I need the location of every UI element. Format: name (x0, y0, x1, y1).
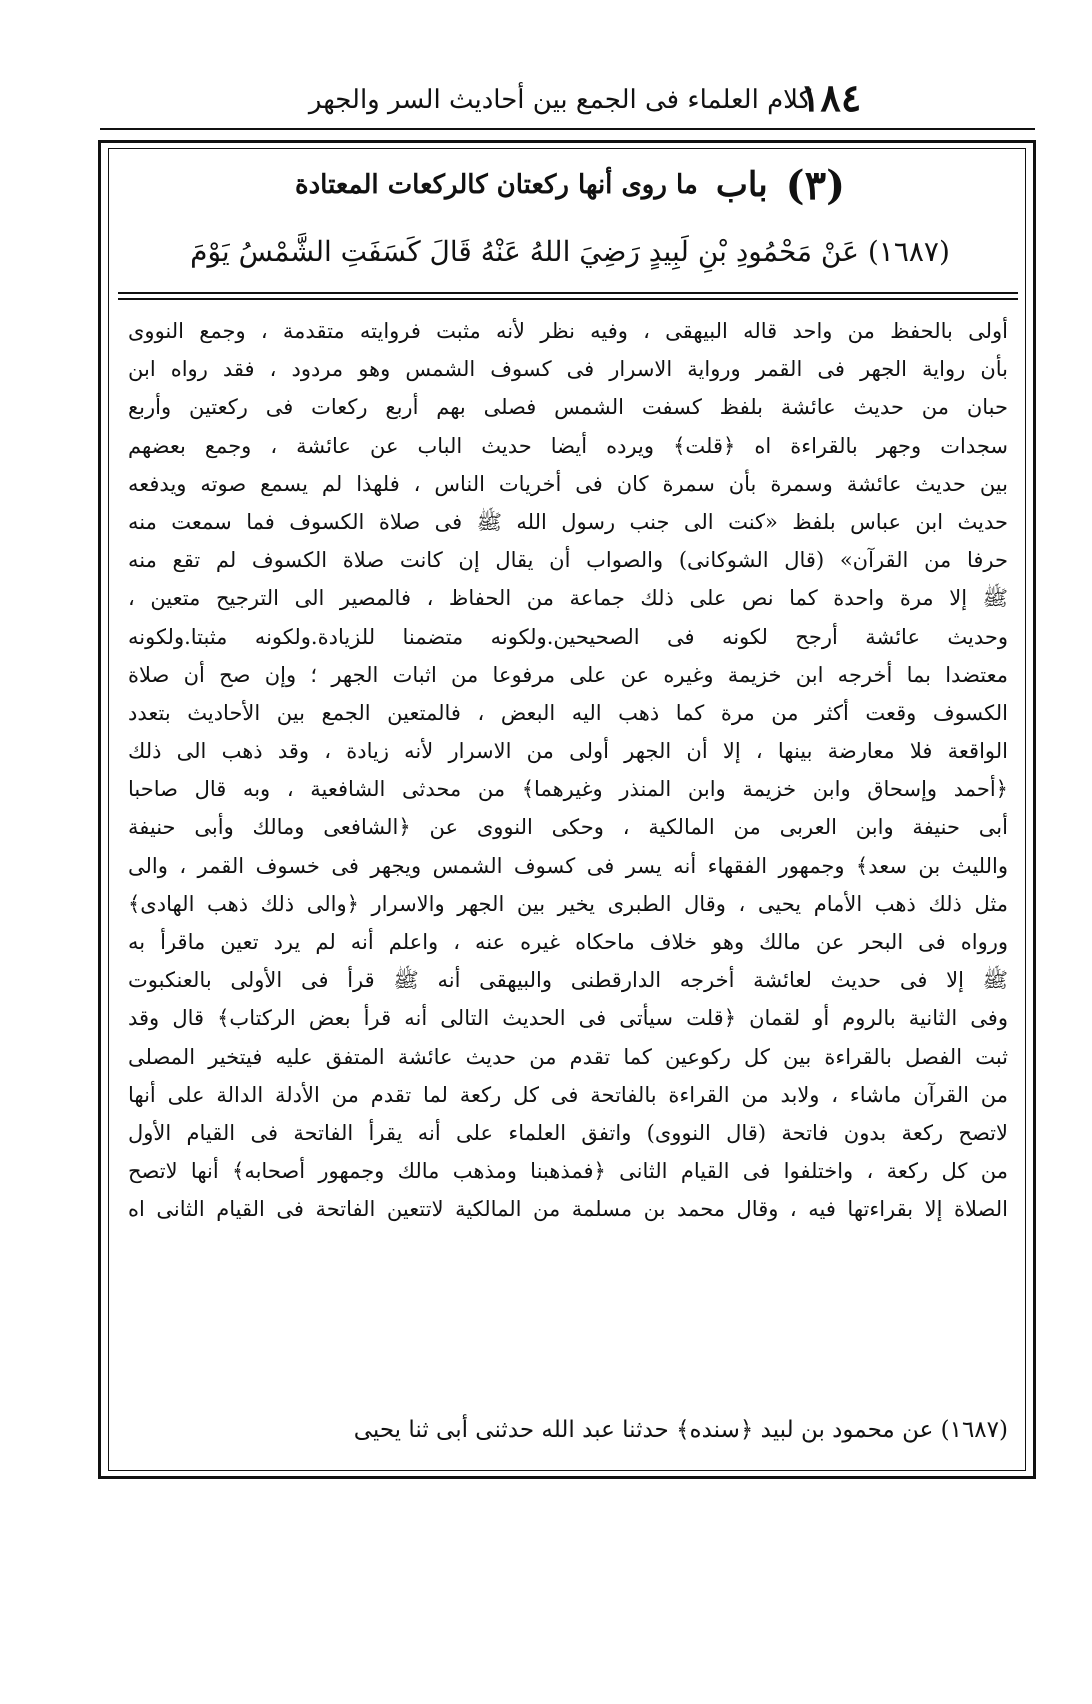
commentary-line: من القرآن ماشاء ، ولابد من القراءة بالفاتحة فى كل ركعة لما تقدم من الأدلة الدالة على أنها (128, 1082, 1008, 1107)
commentary-line: مثل ذلك ذهب الأمام يحيى ، وقال الطبرى يخير بين الجهر والاسرار ﴿والى ذلك ذهب الهادى﴾ (128, 891, 1008, 916)
commentary-line: ورواه فى البحر عن مالك وهو خلاف ماحكاه غيره عنه ، واعلم أنه لم يرد تعين ماقرأ به (128, 930, 1008, 954)
commentary-line: الصلاة إلا بقراءتها فيه ، وقال محمد بن مسلمة من المالكية لاتتعين الفاتحة فى القيام الثانى اه (128, 1197, 1008, 1222)
section-rule-bottom (118, 298, 1018, 300)
hadith-opening-line: (١٦٨٧) عَنْ مَحْمُودِ بْنِ لَبِيدٍ رَضِيَ اللهُ عَنْهُ قَالَ كَسَفَتِ الشَّمْسُ يَوْمَ (190, 235, 950, 268)
page-number: ١٨٤ (800, 75, 862, 120)
section-rule-top (118, 292, 1018, 294)
footnote-isnad: (١٦٨٧) عن محمود بن لبيد ﴿سنده﴾ حدثنا عبد الله حدثنى أبى ثنا يحيى (353, 1417, 1008, 1443)
commentary-line: ثبت الفصل بالقراءة بين كل ركوعين كما تقدم من حديث عائشة المتفق عليه فيتخير المصلى (128, 1044, 1008, 1069)
commentary-line: أبى حنيفة وابن العربى من المالكية ، وحكى النووى عن ﴿الشافعى ومالك وأبى حنيفة (128, 815, 1008, 840)
commentary-line: وحديث عائشة أرجح لكونه فى الصحيحين.ولكونه متضمنا للزيادة.ولكونه مثبتا.ولكونه (128, 624, 1008, 649)
commentary-line: وفى الثانية بالروم أو لقمان ﴿قلت سيأتى فى الحديث التالى أنه قرأ بعض الركتاب﴾ قال وقد (128, 1006, 1008, 1031)
commentary-line: حديث ابن عباس بلفظ «كنت الى جنب رسول الله ﷺ فى صلاة الكسوف فما سمعت منه (128, 509, 1008, 534)
commentary-line: معتضدا بما أخرجه ابن خزيمة وغيره عن على مرفوعا من اثبات الجهر ؛ وإن صح أن صلاة (128, 662, 1008, 687)
commentary-line: بأن رواية الجهر فى القمر ورواية الاسرار فى كسوف الشمس وهو مردود ، فقد رواه ابن (128, 357, 1008, 382)
header-rule (100, 128, 1035, 130)
commentary-line: أولى بالحفظ من واحد قاله البيهقى ، وفيه نظر لأنه مثبت فروايته متقدمة ، وجمع النووى (128, 319, 1008, 343)
commentary-line: سجدات وجهر بالقراءة اه ﴿قلت﴾ ويرده أيضا حديث الباب عن عائشة ، وجمع بعضهم (128, 433, 1008, 458)
commentary-line: من كل ركعة ، واختلفوا فى القيام الثانى ﴿فمذهبنا ومذهب مالك وجمهور أصحابه﴾ أنها لاتصح (128, 1159, 1008, 1184)
chapter-title: ما روى أنها ركعتان كالركعات المعتادة (294, 170, 698, 200)
chapter-heading (120, 150, 1020, 220)
running-title: كلام العلماء فى الجمع بين أحاديث السر والجهر (308, 85, 812, 115)
commentary-line: والليث بن سعد﴾ وجمهور الفقهاء أنه يسر فى كسوف الشمس ويجهر فى خسوف القمر ، والى (128, 853, 1008, 878)
commentary-line: الكسوف وقعت أكثر من مرة كما ذهب اليه البعض ، فالمتعين الجمع بين الأحاديث بتعدد (128, 700, 1008, 725)
commentary-line: ﴿أحمد وإسحاق وابن خزيمة وابن المنذر وغيرهما﴾ من محدثى الشافعية ، وبه قال صاحبا (128, 777, 1008, 802)
chapter-number: (٣) (785, 161, 846, 209)
commentary-line: حبان من حديث عائشة بلفظ كسفت الشمس فصلى بهم أربع ركعات فى ركعتين وأربع (128, 395, 1008, 420)
commentary-line: ﷺ إلا فى حديث لعائشة أخرجه الدارقطنى والبيهقى أنه ﷺ قرأ فى الأولى بالعنكبوت (128, 968, 1008, 993)
commentary-line: بين حديث عائشة وسمرة بأن سمرة كان فى أخريات الناس ، فلهذا لم يسمع صوته ويدفعه (128, 471, 1008, 496)
commentary-line: لاتصح ركعة بدون فاتحة (قال النووى) واتفق العلماء على أنه يقرأ الفاتحة فى القيام الأول (128, 1120, 1008, 1145)
commentary-line: حرفا من القرآن» (قال الشوكانى) والصواب أن يقال إن كانت صلاة الكسوف لم تقع منه (128, 548, 1008, 573)
commentary-block (128, 312, 1008, 1704)
chapter-label: باب (715, 165, 768, 205)
commentary-line: ﷺ إلا مرة واحدة كما نص على ذلك جماعة من الحفاظ ، فالمصير الى الترجيح متعين ، (128, 586, 1008, 611)
commentary-line: الواقعة فلا معارضة بينها ، إلا أن الجهر أولى من الاسرار لأنه زيادة ، وقد ذهب الى ذلك (128, 739, 1008, 764)
